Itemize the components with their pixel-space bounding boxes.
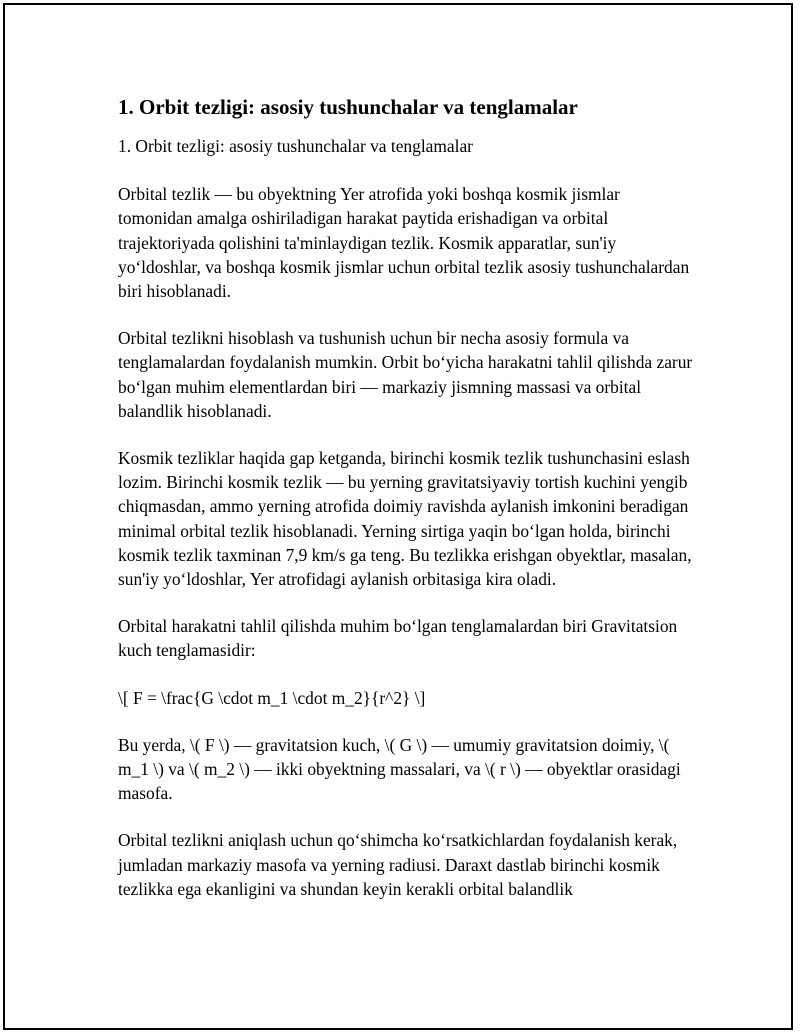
equation-gravitational-force: \[ F = \frac{G \cdot m_1 \cdot m_2}{r^2} \] [118,687,426,708]
page-title: 1. Orbit tezligi: asosiy tushunchalar va tenglamalar [118,95,578,119]
paragraph-additional-indicators: Orbital tezlikni aniqlash uchun qo‘shimcha ko‘rsatkichlardan foydalanish kerak, jumladan markaziy masofa va yerning radiusi. Daraxt dastlab birinchi kosmik tezlikka ega ekanligini va shundan keyin kerakli orbital balandlik [118,830,678,899]
paragraph-orbital-velocity-definition: Orbital tezlik — bu obyektning Yer atrofida yoki boshqa kosmik jismlar tomonidan amalga oshiriladigan harakat paytida erishadigan va orbital trajektoriyada qolishini ta'minlaydigan tezlik. Kosmik apparatlar, sun'iy yo‘ldoshlar, va boshqa kosmik jismlar uchun orbital tezlik asosiy tushunchalardan biri hisoblanadi. [118,184,690,302]
paragraph-formulas-intro: Orbital tezlikni hisoblash va tushunish uchun bir necha asosiy formula va tenglamalardan foydalanish mumkin. Orbit bo‘yicha harakatni tahlil qilishda zarur bo‘lgan muhim elementlardan biri — markaziy jismning massasi va orbital balandlik hisoblanadi. [118,328,693,421]
paragraph-gravitation-equation-intro: Orbital harakatni tahlil qilishda muhim bo‘lgan tenglamalardan biri Gravitatsion kuch tenglamasidir: [118,616,678,661]
paragraph-subtitle: 1. Orbit tezligi: asosiy tushunchalar va tenglamalar [118,136,473,156]
paragraph-first-cosmic-velocity: Kosmik tezliklar haqida gap ketganda, birinchi kosmik tezlik tushunchasini eslash lozim. Birinchi kosmik tezlik — bu yerning gravitatsiyaviy tortish kuchini yengib chiqmasdan, ammo yerning atrofida doimiy ravishda aylanish imkonini beradigan minimal orbital tezlik hisoblanadi. Yerning sirtiga yaqin bo‘lgan holda, birinchi kosmik tezlik taxminan 7,9 km/s ga teng. Bu tezlikka erishgan obyektlar, masalan, sun'iy yo‘ldoshlar, Yer atrofidagi aylanish orbitasiga kira oladi. [118,448,692,590]
paragraph-equation-variables: Bu yerda, \( F \) — gravitatsion kuch, \( G \) — umumiy gravitatsion doimiy, \( m_1 \) va \( m_2 \) — ikki obyektning massalari, va \( r \) — obyektlar orasidagi masofa. [118,734,681,804]
document-body [118,94,698,924]
